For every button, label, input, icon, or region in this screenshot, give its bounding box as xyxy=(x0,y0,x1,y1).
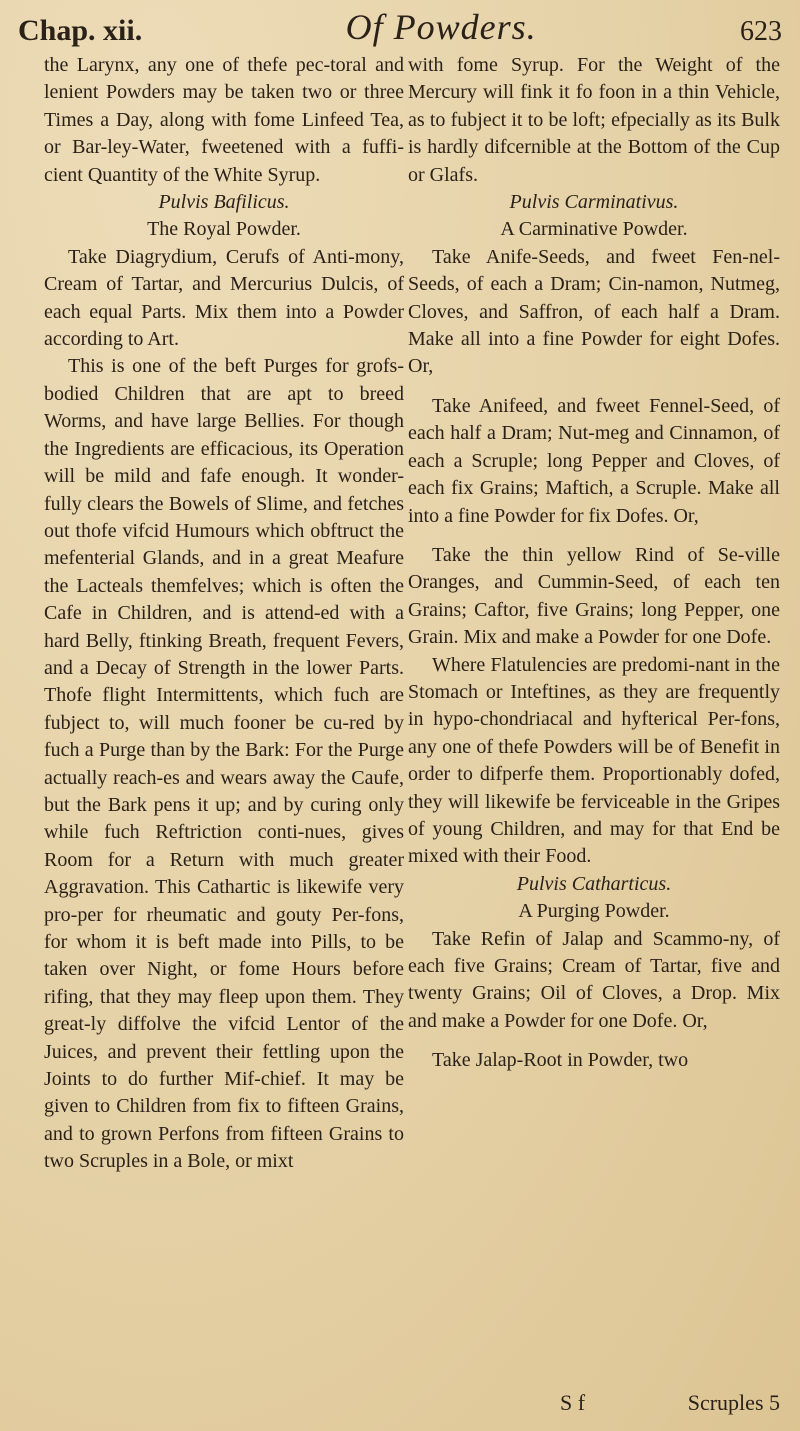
recipe-title-english: A Purging Powder. xyxy=(518,900,670,923)
recipe-body: Take Anifeed, and fweet Fennel-Seed, of each half a Dram; Nut-meg and Cinnamon, of each a Scruple; long Pepper and Cloves, of each fix Grains; Maftich, a Scruple. Make all into a fine Powder for fix Dofes. Or, xyxy=(408,394,780,527)
left-column xyxy=(44,52,404,1176)
recipe-body: Take the thin yellow Rind of Se-ville Oranges, and Cummin-Seed, of each ten Grains; Caftor, five Grains; long Pepper, one Grain. Mix and make a Powder for one Dofe. xyxy=(408,543,780,649)
recipe-body: Take Refin of Jalap and Scammo-ny, of each five Grains; Cream of Tartar, five and twenty Grains; Oil of Cloves, a Drop. Mix and make a Powder for one Dofe. Or, xyxy=(408,927,780,1032)
paragraph: the Larynx, any one of thefe pec-toral and lenient Powders may be taken two or three Times a Day, along with fome Linfeed Tea, or Bar-ley-Water, fweetened with a fuffi-cient Quantity of the White Syrup. xyxy=(44,54,404,186)
recipe-body: Take Diagrydium, Cerufs of Anti-mony, Cream of Tartar, and Mercurius Dulcis, of each equal Parts. Mix them into a Powder according to Art. xyxy=(44,245,404,351)
recipe-note: Where Flatulencies are predomi-nant in the Stomach or Inteftines, as they are frequently in hypo-chondriacal and hyfterical Per-fons, any one of thefe Powders will be of Benefit in order to difperfe them. Proportionably dofed, they will likewife be ferviceable in the Gripes of young Children, and may for that End be mixed with their Food. xyxy=(408,653,780,868)
running-title: Of Powders. xyxy=(345,7,537,47)
signature-mark: S f xyxy=(560,1390,586,1415)
recipe-title-latin: Pulvis Bafilicus. xyxy=(158,191,290,214)
recipe-title-latin: Pulvis Catharticus. xyxy=(516,872,672,895)
page-footer xyxy=(560,1390,780,1416)
recipe-title-english: A Carminative Powder. xyxy=(500,218,688,241)
page-number: 623 xyxy=(740,16,782,47)
recipe-body: Take Anife-Seeds, and fweet Fen-nel-Seeds, of each a Dram; Cin-namon, Nutmeg, Cloves, and Saffron, of each half a Dram. Make all into a fine Powder for eight Dofes. Or, xyxy=(408,245,780,378)
chapter-label: Chap. xii. xyxy=(18,14,143,47)
recipe-title-latin: Pulvis Carminativus. xyxy=(509,191,679,214)
recipe-body: Take Jalap-Root in Powder, two xyxy=(432,1049,689,1072)
recipe-note: This is one of the beft Purges for grofs-bodied Children that are apt to breed Worms, and have large Bellies. For though the Ingredients are efficacious, its Operation will be mild and fafe enough. It wonder-fully clears the Bowels of Slime, and fetches out thofe vifcid Humours which obftruct the mefenterial Glands, and in a great Meafure the Lacteals themfelves; which is often the Cafe in Children, and is attend-ed with a hard Belly, ftinking Breath, frequent Fevers, and a Decay of Strength in the lower Parts. Thofe flight Intermittents, which fuch are fubject to, will much fooner be cu-red by fuch a Purge than by the Bark: For the Purge actually reach-es and wears away the Caufe, but the Bark pens it up; and by curing only while fuch Reftriction conti-nues, gives Room for a Return with much greater Aggravation. This Cathartic is likewife very pro-per for rheumatic and gouty Per-fons, for whom it is beft made into Pills, to be taken over Night, or fome Hours before rifing, that they may fleep upon them. They great-ly diffolve the vifcid Lentor of the Juices, and prevent their fettling upon the Joints to do further Mif-chief. It may be given to Children from fix to fifteen Grains, and to grown Perfons from fifteen Grains to two Scruples in a Bole, or mixt xyxy=(44,355,404,1173)
right-column xyxy=(408,52,780,1075)
catchword: Scruples 5 xyxy=(687,1390,780,1415)
page-header xyxy=(18,4,782,48)
recipe-title-english: The Royal Powder. xyxy=(147,218,301,241)
paragraph: with fome Syrup. For the Weight of the Mercury will fink it fo foon in a thin Vehicle, as to fubject it to be loft; efpecially as its Bulk is hardly difcernible at the Bottom of the Cup or Glafs. xyxy=(408,54,780,186)
